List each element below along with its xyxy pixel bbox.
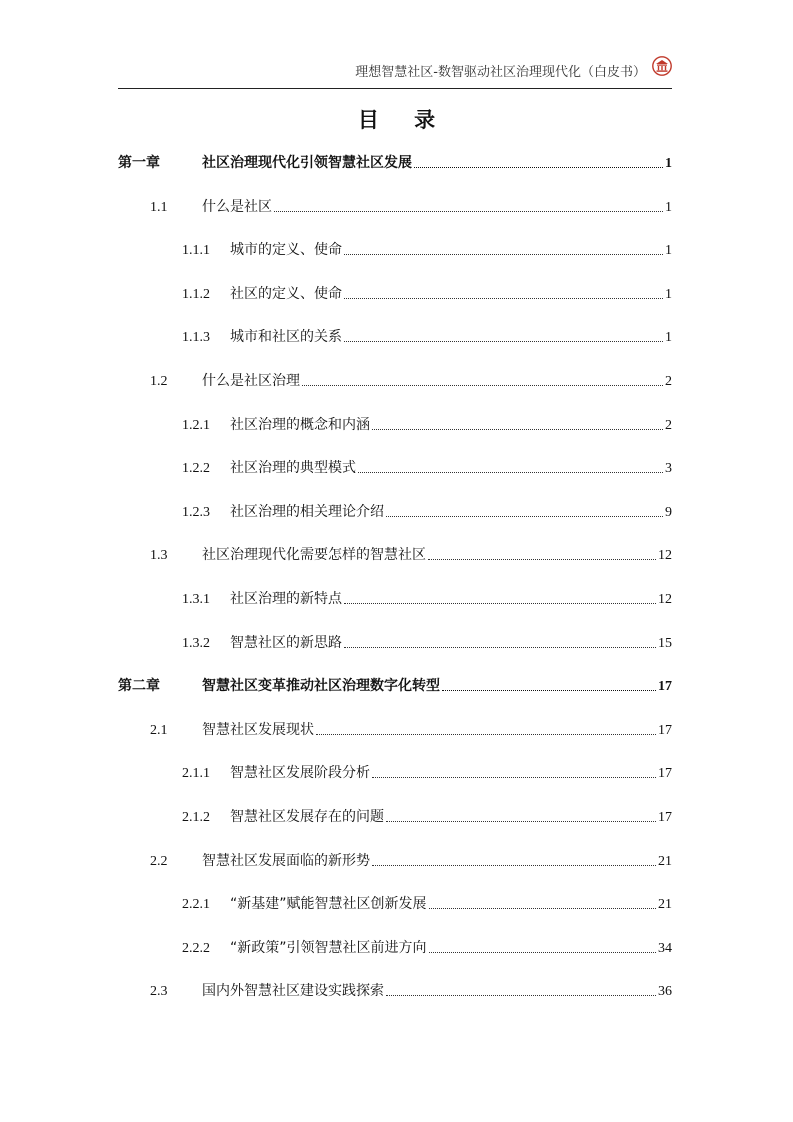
toc-entry-page: 17 bbox=[658, 810, 672, 825]
toc-entry-label: 智慧社区发展存在的问题 bbox=[230, 809, 384, 825]
toc-entry[interactable] bbox=[150, 978, 672, 1000]
toc-chapter-entry[interactable] bbox=[118, 673, 672, 695]
toc-entry-number: 2.1 bbox=[150, 722, 168, 738]
page-header bbox=[118, 52, 672, 89]
toc-entry-page: 21 bbox=[658, 897, 672, 913]
toc-entry[interactable] bbox=[150, 717, 672, 739]
toc-entry-page: 21 bbox=[658, 853, 672, 869]
toc-entry-number: 2.2.1 bbox=[182, 897, 210, 913]
toc-entry-number: 1.3 bbox=[150, 548, 168, 564]
toc-entry[interactable] bbox=[150, 848, 672, 870]
toc-entry-label: 城市和社区的关系 bbox=[230, 329, 342, 346]
toc-entry-label: 社区的定义、使命 bbox=[230, 285, 342, 302]
toc-entry-page: 1 bbox=[665, 286, 672, 302]
classical-building-icon bbox=[652, 56, 672, 76]
toc-entry-number: 1.1.3 bbox=[182, 330, 210, 346]
toc-entry-label: 社区治理的新特点 bbox=[230, 591, 342, 607]
dot-leader bbox=[344, 341, 663, 342]
toc-entry-number: 1.1.2 bbox=[182, 286, 210, 302]
dot-leader bbox=[442, 690, 656, 691]
toc-entry-page: 36 bbox=[658, 984, 672, 1000]
toc-entry[interactable] bbox=[182, 281, 672, 303]
toc-entry[interactable] bbox=[182, 630, 672, 652]
toc-entry-label: 社区治理的概念和内涵 bbox=[230, 416, 370, 433]
toc-entry-number: 1.3.2 bbox=[182, 635, 210, 651]
toc-entry-page: 12 bbox=[658, 548, 672, 564]
dot-leader bbox=[428, 559, 656, 560]
toc-entry-label: 智慧社区发展现状 bbox=[202, 721, 314, 738]
dot-leader bbox=[344, 603, 656, 604]
dot-leader bbox=[274, 211, 663, 212]
toc-entry[interactable] bbox=[150, 194, 672, 216]
toc-entry-label: 智慧社区发展阶段分析 bbox=[230, 765, 370, 782]
dot-leader bbox=[372, 777, 656, 778]
dot-leader bbox=[316, 734, 656, 735]
toc-entry[interactable] bbox=[182, 412, 672, 434]
toc-entry-page: 1 bbox=[665, 199, 672, 215]
dot-leader bbox=[429, 908, 656, 909]
toc-entry-label: 智慧社区发展面临的新形势 bbox=[202, 852, 370, 869]
dot-leader bbox=[372, 865, 656, 866]
toc-entry-label: 什么是社区治理 bbox=[202, 373, 300, 389]
toc-chapter-entry[interactable] bbox=[118, 150, 672, 172]
toc-entry-number: 1.3.1 bbox=[182, 592, 210, 607]
toc-entry-page: 17 bbox=[658, 722, 672, 738]
toc-entry[interactable] bbox=[182, 935, 672, 957]
dot-leader bbox=[386, 821, 656, 822]
toc-entry-label: “新政策”引领智慧社区前进方向 bbox=[230, 939, 427, 956]
toc-entry-label: “新基建”赋能智慧社区创新发展 bbox=[230, 896, 427, 913]
dot-leader bbox=[386, 995, 656, 996]
toc-entry-page: 9 bbox=[665, 504, 672, 520]
toc-entry-number: 2.1.1 bbox=[182, 766, 210, 782]
toc-entry-page: 3 bbox=[665, 461, 672, 477]
toc-entry[interactable] bbox=[182, 455, 672, 477]
toc-entry[interactable] bbox=[182, 499, 672, 521]
toc-entry-label: 社区治理的相关理论介绍 bbox=[230, 503, 384, 520]
header-title: 理想智慧社区-数智驱动社区治理现代化（白皮书） bbox=[355, 65, 646, 80]
toc-entry-number: 1.1 bbox=[150, 199, 168, 215]
toc-entry-number: 2.3 bbox=[150, 984, 168, 1000]
dot-leader bbox=[358, 472, 663, 473]
toc-entry-number: 2.2.2 bbox=[182, 940, 210, 956]
toc-entry-number: 2.1.2 bbox=[182, 810, 210, 825]
toc-entry-page: 2 bbox=[665, 417, 672, 433]
dot-leader bbox=[344, 254, 663, 255]
toc-entry-page: 1 bbox=[665, 156, 672, 171]
dot-leader bbox=[372, 429, 663, 430]
toc-entry-label: 智慧社区的新思路 bbox=[230, 634, 342, 651]
toc-entry-number: 2.2 bbox=[150, 853, 168, 869]
dot-leader bbox=[344, 298, 663, 299]
toc-entry[interactable] bbox=[182, 891, 672, 913]
toc-entry-number: 1.2 bbox=[150, 374, 168, 389]
toc-entry[interactable] bbox=[150, 542, 672, 564]
toc-entry-label: 社区治理的典型模式 bbox=[230, 460, 356, 477]
dot-leader bbox=[386, 516, 663, 517]
toc-entry-page: 2 bbox=[665, 374, 672, 389]
toc-entry[interactable] bbox=[182, 760, 672, 782]
toc-entry-page: 15 bbox=[658, 635, 672, 651]
toc-entry-page: 1 bbox=[665, 243, 672, 259]
toc-entry-number: 1.2.2 bbox=[182, 461, 210, 477]
toc-entry-page: 17 bbox=[658, 766, 672, 782]
page-title: 目 录 bbox=[357, 108, 450, 132]
toc-entry-number: 1.2.3 bbox=[182, 504, 210, 520]
toc-entry-number: 1.1.1 bbox=[182, 243, 210, 259]
toc-entry[interactable] bbox=[150, 368, 672, 390]
dot-leader bbox=[429, 952, 656, 953]
toc-entry[interactable] bbox=[182, 324, 672, 346]
dot-leader bbox=[414, 167, 663, 168]
toc-entry-number: 第一章 bbox=[118, 155, 160, 171]
toc-entry[interactable] bbox=[182, 237, 672, 259]
toc-entry-page: 1 bbox=[665, 330, 672, 346]
dot-leader bbox=[302, 385, 663, 386]
toc-entry-number: 第二章 bbox=[118, 678, 160, 695]
toc-entry-label: 智慧社区变革推动社区治理数字化转型 bbox=[202, 678, 440, 695]
toc-entry-label: 国内外智慧社区建设实践探索 bbox=[202, 983, 384, 1000]
toc-entry-page: 34 bbox=[658, 940, 672, 956]
toc-entry-label: 城市的定义、使命 bbox=[230, 242, 342, 259]
dot-leader bbox=[344, 647, 656, 648]
toc-entry-label: 社区治理现代化引领智慧社区发展 bbox=[202, 155, 412, 171]
toc-entry-page: 17 bbox=[658, 679, 672, 695]
toc-entry-label: 社区治理现代化需要怎样的智慧社区 bbox=[202, 547, 426, 564]
toc-entry-page: 12 bbox=[658, 592, 672, 607]
toc-entry-number: 1.2.1 bbox=[182, 417, 210, 433]
toc-entry[interactable] bbox=[182, 586, 672, 608]
toc-entry[interactable] bbox=[182, 804, 672, 826]
toc-entry-label: 什么是社区 bbox=[202, 198, 272, 215]
